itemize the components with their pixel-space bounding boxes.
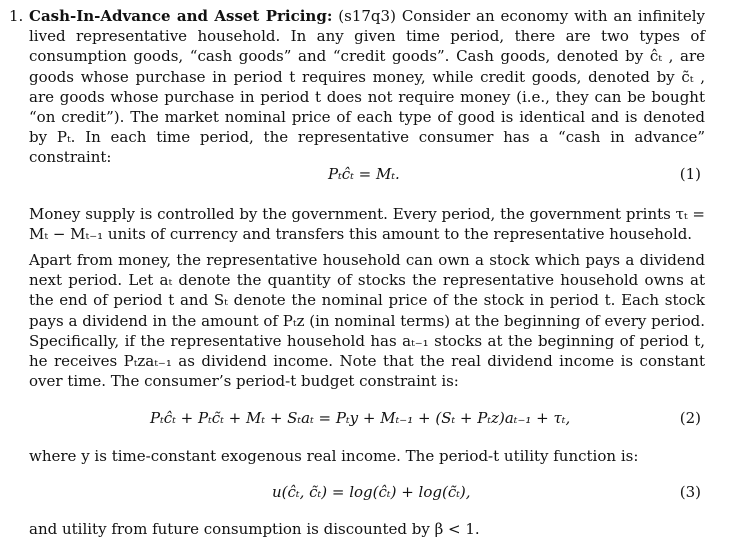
equation-1-label: (1)	[679, 165, 701, 183]
equation-2-label: (2)	[679, 409, 701, 427]
problem-title: Cash-In-Advance and Asset Pricing:	[29, 7, 333, 25]
where-y-paragraph: where y is time-constant exogenous real income. The period-t utility function is:	[29, 447, 639, 465]
equation-3	[0, 483, 731, 507]
equation-2	[0, 409, 731, 433]
money-supply-paragraph: Money supply is controlled by the government. Every period, the government prints τₜ = Mₜ − Mₜ₋₁ units of currency and transfers this amount to the representative household.	[29, 205, 705, 244]
problem-intro-text: (s17q3) Consider an economy with an infinitely lived representative household. In any given time period, there are two types of consumption goods, “cash goods” and “credit goods”. Cash goods, denoted by ĉₜ , are goods whose purchase in period t requires money, while credit goods, denoted by c̃ₜ , are goods whose purchase in period t does not require money (i.e., they can be bought “on credit”). The market nominal price of each type of good is identical and is denoted by Pₜ. In each time period, the representative consumer has a “cash in advance” constraint:	[29, 7, 705, 167]
problem-intro	[9, 6, 705, 168]
equation-1-body: Pₜĉₜ = Mₜ.	[328, 165, 400, 183]
stock-paragraph: Apart from money, the representative household can own a stock which pays a dividend next period. Let aₜ denote the quantity of stocks the representative household owns at the end of period t and Sₜ denote the nominal price of the stock in period t. Each stock pays a dividend in the amount of Pₜz (in nominal terms) at the beginning of every period. Specifically, if the representative household has aₜ₋₁ stocks at the beginning of period t, he receives Pₜzaₜ₋₁ as dividend income. Note that the real dividend income is constant over time. The consumer’s period-t budget constraint is:	[29, 251, 705, 391]
equation-3-body: u(ĉₜ, c̃ₜ) = log(ĉₜ) + log(c̃ₜ),	[272, 483, 471, 501]
equation-3-label: (3)	[679, 483, 701, 501]
discount-paragraph: and utility from future consumption is discounted by β < 1.	[29, 520, 480, 538]
equation-1	[0, 165, 731, 189]
problem-number: 1.	[9, 7, 24, 25]
equation-2-body: Pₜĉₜ + Pₜc̃ₜ + Mₜ + Sₜaₜ = Pₜy + Mₜ₋₁ + (Sₜ + Pₜz)aₜ₋₁ + τₜ,	[150, 409, 571, 427]
